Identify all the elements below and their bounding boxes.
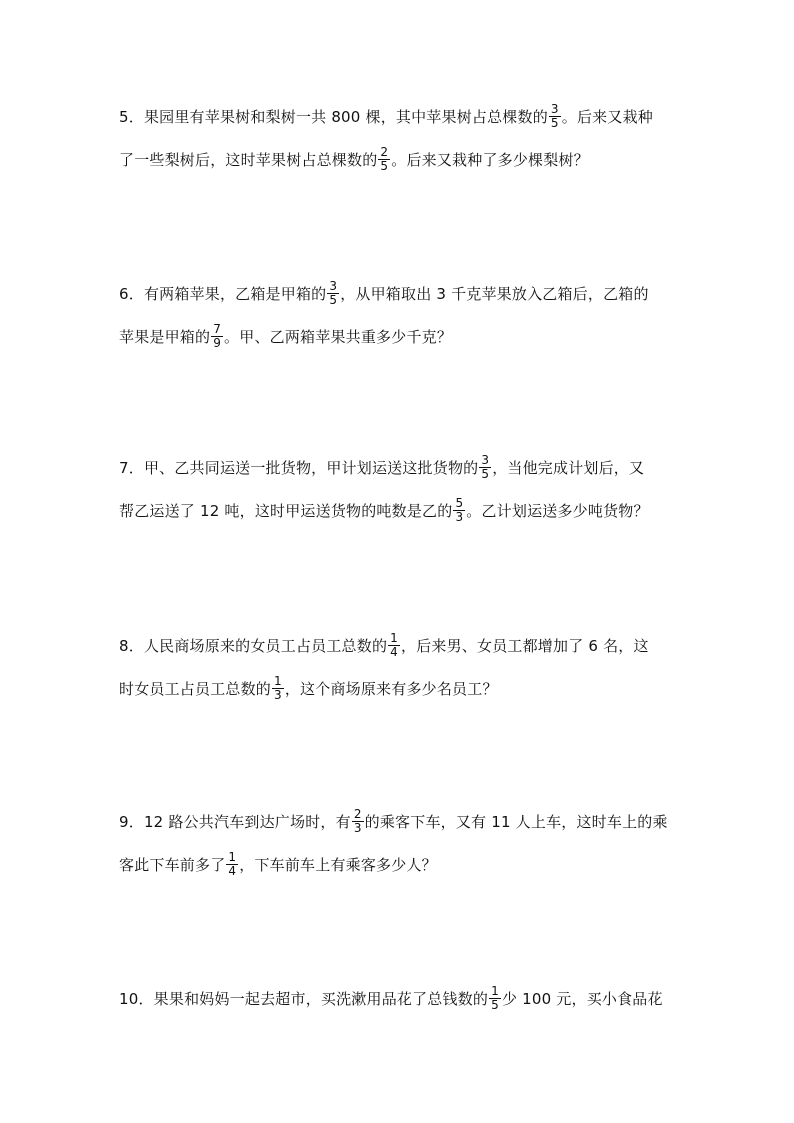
problem-text: ，后来男、女员工都增加了 6 名，这 bbox=[401, 637, 649, 655]
fraction-numerator: 2 bbox=[353, 807, 362, 821]
fraction bbox=[549, 103, 561, 130]
problem-line bbox=[119, 101, 679, 133]
fraction-numerator: 2 bbox=[380, 145, 389, 159]
problem-text: 6．有两箱苹果，乙箱是甲箱的 bbox=[119, 285, 327, 303]
problem-text: ，当他完成计划后，又 bbox=[492, 459, 645, 477]
fraction-denominator: 3 bbox=[353, 821, 362, 835]
problem-text: 7．甲、乙共同运送一批货物，甲计划运送这批货物的 bbox=[119, 459, 479, 477]
fraction-denominator: 5 bbox=[491, 998, 499, 1012]
problem-text: 时女员工占员工总数的 bbox=[119, 680, 272, 698]
fraction-numerator: 1 bbox=[228, 850, 237, 864]
fraction-numerator: 7 bbox=[213, 322, 222, 336]
problem-text: ，从甲箱取出 3 千克苹果放入乙箱后，乙箱的 bbox=[340, 285, 649, 303]
fraction-denominator: 4 bbox=[390, 645, 398, 659]
problem-text: ，下车前车上有乘客多少人？ bbox=[239, 856, 437, 874]
fraction bbox=[489, 985, 501, 1012]
problem-10 bbox=[119, 983, 679, 1015]
problem-text: 客此下车前多了 bbox=[119, 856, 226, 874]
problem-text: 少 100 元，买小食品花 bbox=[501, 990, 663, 1008]
problem-9 bbox=[119, 806, 679, 881]
problem-text: 了一些梨树后，这时苹果树占总棵数的 bbox=[119, 151, 378, 169]
problem-text: 8．人民商场原来的女员工占员工总数的 bbox=[119, 637, 388, 655]
problem-5 bbox=[119, 101, 679, 176]
fraction-numerator: 3 bbox=[550, 102, 559, 116]
fraction bbox=[327, 280, 339, 307]
fraction-numerator: 3 bbox=[329, 279, 338, 293]
problem-text: 苹果是甲箱的 bbox=[119, 328, 211, 346]
fraction-denominator: 5 bbox=[329, 293, 338, 307]
fraction bbox=[479, 454, 491, 481]
fraction bbox=[378, 146, 390, 173]
fraction-denominator: 9 bbox=[213, 336, 222, 350]
problem-text: 。乙计划运送多少吨货物？ bbox=[466, 502, 649, 520]
problem-line bbox=[119, 673, 679, 705]
problem-line bbox=[119, 983, 679, 1015]
problem-text: 10．果果和妈妈一起去超市，买洗漱用品花了总钱数的 bbox=[119, 990, 489, 1008]
fraction-denominator: 5 bbox=[380, 159, 389, 173]
fraction bbox=[388, 632, 400, 659]
fraction-denominator: 5 bbox=[550, 116, 559, 130]
problem-8 bbox=[119, 630, 679, 705]
problem-text: 5．果园里有苹果树和梨树一共 800 棵，其中苹果树占总棵数的 bbox=[119, 108, 548, 126]
problem-line bbox=[119, 321, 679, 353]
problem-line bbox=[119, 452, 679, 484]
problem-text: 。后来又栽种了多少棵梨树？ bbox=[391, 151, 589, 169]
fraction bbox=[211, 323, 223, 350]
fraction-denominator: 4 bbox=[228, 864, 237, 878]
problem-text: 帮乙运送了 12 吨，这时甲运送货物的吨数是乙的 bbox=[119, 502, 453, 520]
problem-text: 9．12 路公共汽车到达广场时，有 bbox=[119, 813, 351, 831]
fraction-denominator: 3 bbox=[274, 688, 282, 702]
problem-line bbox=[119, 849, 679, 881]
fraction-numerator: 1 bbox=[390, 631, 398, 645]
problem-line bbox=[119, 630, 679, 662]
fraction-numerator: 1 bbox=[274, 674, 282, 688]
problem-text: 。后来又栽种 bbox=[561, 108, 653, 126]
problem-text: ，这个商场原来有多少名员工？ bbox=[284, 680, 498, 698]
fraction bbox=[226, 851, 238, 878]
fraction-numerator: 1 bbox=[491, 984, 499, 998]
fraction-denominator: 3 bbox=[455, 510, 464, 524]
problem-text: 的乘客下车，又有 11 人上车，这时车上的乘 bbox=[364, 813, 668, 831]
problem-line bbox=[119, 806, 679, 838]
problem-line bbox=[119, 144, 679, 176]
fraction-denominator: 5 bbox=[481, 467, 490, 481]
problem-7 bbox=[119, 452, 679, 527]
fraction bbox=[272, 675, 284, 702]
fraction-numerator: 5 bbox=[455, 496, 464, 510]
problem-text: 。甲、乙两箱苹果共重多少千克？ bbox=[224, 328, 453, 346]
fraction bbox=[352, 808, 364, 835]
problem-6 bbox=[119, 278, 679, 353]
problem-line bbox=[119, 495, 679, 527]
fraction bbox=[453, 497, 465, 524]
problem-line bbox=[119, 278, 679, 310]
fraction-numerator: 3 bbox=[481, 453, 490, 467]
